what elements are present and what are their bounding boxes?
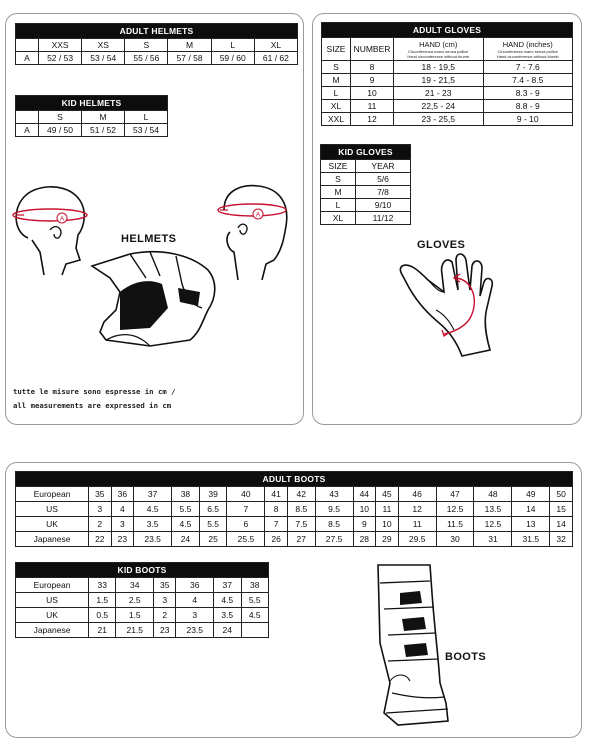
hand-cm-cell: 18 - 19,5 [394, 61, 484, 74]
size-cell: 21 [89, 623, 116, 638]
size-cell: 45 [376, 487, 399, 502]
size-cell: 24 [214, 623, 241, 638]
table-row [16, 487, 573, 502]
table-row [16, 517, 573, 532]
size-cell: 36 [111, 487, 134, 502]
kid-helmets-title: KID HELMETS [16, 96, 168, 111]
size-cell: 9.5 [315, 502, 353, 517]
size-cell: 7 [265, 517, 288, 532]
size-cell: 41 [265, 487, 288, 502]
size-cell: 23 [111, 532, 134, 547]
size-cell: 5.5 [172, 502, 200, 517]
kid-gloves-table [320, 144, 411, 225]
hand-in-cell: 9 - 10 [483, 113, 573, 126]
size-cell: 25 [199, 532, 227, 547]
size-cell: XXL [322, 113, 351, 126]
size-cell: 14 [512, 502, 550, 517]
adult-helmets-table [15, 23, 298, 65]
size-cell: 49 [512, 487, 550, 502]
size-cell: 8.5 [287, 502, 315, 517]
row-label: UK [16, 608, 89, 623]
size-cell: 27 [287, 532, 315, 547]
size-cell: 5.5 [199, 517, 227, 532]
kid-gloves-title: KID GLOVES [321, 145, 411, 160]
year-cell: 7/8 [356, 186, 411, 199]
table-row [321, 173, 411, 186]
size-header: XS [82, 39, 125, 52]
size-cell: 23 [154, 623, 176, 638]
size-cell: 6 [227, 517, 265, 532]
size-value: 53 / 54 [82, 52, 125, 65]
size-cell: 9 [353, 517, 376, 532]
size-header: S [125, 39, 168, 52]
size-cell: 12 [398, 502, 436, 517]
size-cell: 25.5 [227, 532, 265, 547]
note-line-2: all measurements are expressed in cm [13, 401, 172, 410]
size-value: 51 / 52 [82, 124, 125, 137]
size-value: 52 / 53 [39, 52, 82, 65]
size-cell: 4.5 [172, 517, 200, 532]
hand-cm-header: HAND (cm) [419, 39, 458, 49]
size-cell: XL [322, 100, 351, 113]
size-cell: 29 [376, 532, 399, 547]
size-cell: 8.5 [315, 517, 353, 532]
row-label: European [16, 487, 89, 502]
row-label: Japanese [16, 623, 89, 638]
size-cell: 37 [214, 578, 241, 593]
size-header: XXS [39, 39, 82, 52]
size-cell: S [322, 61, 351, 74]
size-cell: 35 [154, 578, 176, 593]
size-cell: 12.5 [436, 502, 474, 517]
size-cell: 7.5 [287, 517, 315, 532]
adult-boots-table [15, 471, 573, 547]
hand-cm-cell: 22,5 - 24 [394, 100, 484, 113]
size-cell: 40 [227, 487, 265, 502]
size-cell: 30 [436, 532, 474, 547]
table-row [322, 74, 573, 87]
size-cell: 38 [172, 487, 200, 502]
table-row [322, 100, 573, 113]
size-header: M [82, 111, 125, 124]
size-cell: 32 [550, 532, 573, 547]
size-cell: 44 [353, 487, 376, 502]
head-side-illustration [212, 180, 302, 280]
size-cell: 2 [89, 517, 112, 532]
size-cell: 2.5 [116, 593, 154, 608]
size-cell: 11.5 [436, 517, 474, 532]
size-cell: 47 [436, 487, 474, 502]
size-cell: 39 [199, 487, 227, 502]
hand-cm-cell: 21 - 23 [394, 87, 484, 100]
size-header: M [168, 39, 211, 52]
gloves-label: GLOVES [417, 239, 466, 251]
row-label: European [16, 578, 89, 593]
size-cell: 4 [111, 502, 134, 517]
hand-sub-it: Circonferenza mano senza pollice [408, 48, 469, 54]
number-cell: 9 [351, 74, 394, 87]
size-cell: 24 [172, 532, 200, 547]
size-cell: 29.5 [398, 532, 436, 547]
size-cell: 48 [474, 487, 512, 502]
size-value: 53 / 54 [125, 124, 168, 137]
size-cell: 14 [550, 517, 573, 532]
size-cell: 38 [241, 578, 269, 593]
boots-label: BOOTS [445, 651, 487, 663]
row-label: US [16, 502, 89, 517]
table-row [322, 87, 573, 100]
helmets-label: HELMETS [121, 233, 177, 245]
table-row [322, 113, 573, 126]
kid-helmets-table [15, 95, 168, 137]
size-cell: 43 [315, 487, 353, 502]
hand-in-header: HAND (inches) [502, 39, 553, 49]
size-cell: 28 [353, 532, 376, 547]
size-cell: 0.5 [89, 608, 116, 623]
table-row [16, 502, 573, 517]
row-label: A [16, 52, 39, 65]
size-cell: 42 [287, 487, 315, 502]
size-cell: 23.5 [134, 532, 172, 547]
size-cell: 37 [134, 487, 172, 502]
number-cell: 8 [351, 61, 394, 74]
size-cell: 11 [376, 502, 399, 517]
size-cell: 31.5 [512, 532, 550, 547]
size-cell: 4 [176, 593, 214, 608]
table-row [322, 61, 573, 74]
size-cell: 12.5 [474, 517, 512, 532]
row-label: Japanese [16, 532, 89, 547]
measure-marker: A [59, 215, 65, 223]
note-line-1: tutte le misure sono espresse in cm / [13, 387, 176, 396]
size-cell: 26 [265, 532, 288, 547]
size-value: 61 / 62 [254, 52, 297, 65]
size-cell: 7 [227, 502, 265, 517]
size-header: L [211, 39, 254, 52]
size-cell: 8 [265, 502, 288, 517]
size-cell: 35 [89, 487, 112, 502]
size-cell: 4.5 [214, 593, 241, 608]
measurement-note [13, 385, 176, 413]
size-cell: 3 [89, 502, 112, 517]
size-value: 57 / 58 [168, 52, 211, 65]
size-cell: 3.5 [134, 517, 172, 532]
size-cell: 4.5 [134, 502, 172, 517]
size-cell: 33 [89, 578, 116, 593]
adult-gloves-table [321, 22, 573, 126]
size-header: XL [254, 39, 297, 52]
size-cell: 50 [550, 487, 573, 502]
hand-in-cell: 8.3 - 9 [483, 87, 573, 100]
size-cell: 22 [89, 532, 112, 547]
table-row [321, 199, 411, 212]
hand-in-cell: 8.8 - 9 [483, 100, 573, 113]
size-cell: 36 [176, 578, 214, 593]
size-cell: 15 [550, 502, 573, 517]
year-cell: 9/10 [356, 199, 411, 212]
size-header: SIZE [322, 38, 351, 61]
size-cell: 3 [154, 593, 176, 608]
table-row [16, 578, 269, 593]
size-header: S [39, 111, 82, 124]
size-header: SIZE [321, 160, 356, 173]
hand-in-cell: 7.4 - 8.5 [483, 74, 573, 87]
size-cell: 21.5 [116, 623, 154, 638]
row-label: A [16, 124, 39, 137]
adult-gloves-title: ADULT GLOVES [322, 23, 573, 38]
measure-marker: A [255, 211, 261, 219]
table-row [321, 212, 411, 225]
size-cell: 23.5 [176, 623, 214, 638]
size-cell: 3 [176, 608, 214, 623]
size-cell: 5.5 [241, 593, 269, 608]
size-cell: L [322, 87, 351, 100]
size-cell: M [321, 186, 356, 199]
table-row [16, 532, 573, 547]
hand-sub-it: Circonferenza mano senza pollice [497, 48, 558, 54]
size-cell: 10 [353, 502, 376, 517]
table-row [321, 186, 411, 199]
year-cell: 5/6 [356, 173, 411, 186]
hand-cm-cell: 23 - 25,5 [394, 113, 484, 126]
number-cell: 12 [351, 113, 394, 126]
hand-illustration [398, 252, 508, 357]
year-header: YEAR [356, 160, 411, 173]
size-cell: 27.5 [315, 532, 353, 547]
adult-boots-title: ADULT BOOTS [16, 472, 573, 487]
size-value: 55 / 56 [125, 52, 168, 65]
size-cell: 13 [512, 517, 550, 532]
size-cell: 13.5 [474, 502, 512, 517]
size-cell: L [321, 199, 356, 212]
row-label: US [16, 593, 89, 608]
size-cell: 3.5 [214, 608, 241, 623]
table-row [16, 608, 269, 623]
size-cell: 3 [111, 517, 134, 532]
number-header: NUMBER [351, 38, 394, 61]
size-cell: 11 [398, 517, 436, 532]
size-cell: 2 [154, 608, 176, 623]
size-header: L [125, 111, 168, 124]
size-cell: 10 [376, 517, 399, 532]
kid-boots-title: KID BOOTS [16, 563, 269, 578]
row-label: UK [16, 517, 89, 532]
size-cell: 6.5 [199, 502, 227, 517]
adult-helmets-title: ADULT HELMETS [16, 24, 298, 39]
number-cell: 10 [351, 87, 394, 100]
hand-in-cell: 7 - 7.6 [483, 61, 573, 74]
size-cell: 31 [474, 532, 512, 547]
size-cell: 34 [116, 578, 154, 593]
table-row [16, 593, 269, 608]
size-cell: 46 [398, 487, 436, 502]
size-cell: 1.5 [116, 608, 154, 623]
table-row [16, 623, 269, 638]
size-cell: XL [321, 212, 356, 225]
year-cell: 11/12 [356, 212, 411, 225]
empty-cell [241, 623, 269, 638]
size-cell: M [322, 74, 351, 87]
helmet-illustration [90, 248, 220, 348]
kid-boots-table [15, 562, 269, 638]
size-cell: 1.5 [89, 593, 116, 608]
size-cell: 4.5 [241, 608, 269, 623]
head-front-illustration [10, 180, 100, 275]
hand-cm-cell: 19 - 21,5 [394, 74, 484, 87]
hand-sub-en: Hand circumference without thumb [496, 53, 559, 59]
number-cell: 11 [351, 100, 394, 113]
boot-illustration [370, 563, 450, 728]
size-value: 49 / 50 [39, 124, 82, 137]
hand-sub-en: Hand circumference without thumb [407, 53, 470, 59]
size-cell: S [321, 173, 356, 186]
size-value: 59 / 60 [211, 52, 254, 65]
